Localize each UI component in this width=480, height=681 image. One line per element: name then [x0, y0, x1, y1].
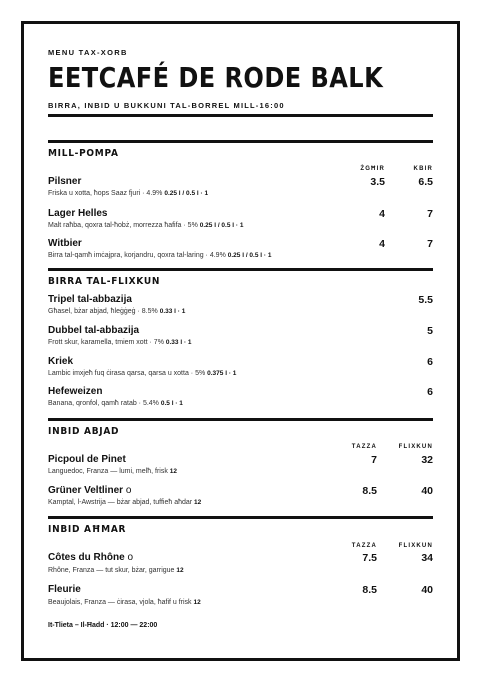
menu-card	[21, 21, 460, 661]
col-head-small: ŻGĦIR	[360, 166, 385, 172]
price-small: 4	[379, 208, 385, 220]
col-head-glass: TAZZA	[351, 444, 377, 450]
col-head-bottle: FLIXKUN	[398, 543, 433, 549]
section-title-bottle: BIRRA TAL-FLIXKUN	[48, 276, 161, 287]
item-name: Kriek	[48, 356, 74, 367]
item-description: Banana, qronfol, qamħ ratab · 5.4% 0.5 l · 1	[48, 400, 183, 407]
price-bottle: 40	[421, 584, 433, 596]
mark-symbol: o	[125, 485, 132, 496]
item-name: Fleurie	[48, 584, 81, 595]
price: 5	[427, 325, 433, 337]
price-glass: 7.5	[362, 552, 377, 564]
price-large: 7	[427, 208, 433, 220]
price-large: 6.5	[418, 176, 433, 188]
menu-kicker: MENU TAX-XORB	[48, 48, 128, 57]
menu-content	[48, 24, 433, 658]
item-name: Hefeweizen	[48, 386, 103, 397]
section-title-red: INBID AĦMAR	[48, 524, 127, 535]
col-head-glass: TAZZA	[351, 543, 377, 549]
price-glass: 8.5	[362, 485, 377, 497]
price: 5.5	[418, 294, 433, 306]
item-description: Frott skur, karamella, tmiem xott · 7% 0.33 l · 1	[48, 339, 192, 346]
item-name: Picpoul de Pinet	[48, 454, 126, 465]
price-bottle: 40	[421, 485, 433, 497]
header-rule	[48, 114, 433, 117]
section-title-tap: MILL-POMPA	[48, 148, 119, 159]
item-description: Languedoc, Franza — lumi, melħ, frisk 12	[48, 468, 178, 475]
menu-subtitle: BIRRA, INBID U BUKKUNI TAL-BORREL MILL-16:00	[48, 101, 285, 110]
item-name: Lager Helles	[48, 208, 108, 219]
item-description: Friska u xotta, ħops Saaz fjuri · 4.9% 0.25 l / 0.5 l · 1	[48, 190, 209, 197]
price-bottle: 32	[421, 454, 433, 466]
item-name: Côtes du Rhône o	[48, 552, 134, 563]
item-description: Lambic imxjeħ fuq ċirasa qarsa, qarsa u xotta · 5% 0.375 l · 1	[48, 370, 237, 377]
item-description: Kamptal, l-Awstrija — bżar abjad, tuffieħ aħdar 12	[48, 499, 202, 506]
price: 6	[427, 386, 433, 398]
col-head-large: KBIR	[413, 166, 433, 172]
price-small: 4	[379, 238, 385, 250]
opening-hours: It-Tlieta – Il-Ħadd · 12:00 — 22:00	[48, 622, 158, 629]
item-name: Pilsner	[48, 176, 82, 187]
item-description: Rhône, Franza — tut skur, bżar, garrigue 12	[48, 567, 184, 574]
item-description: Beaujolais, Franza — ċirasa, vjola, ħafif u frisk 12	[48, 599, 201, 606]
price-bottle: 34	[421, 552, 433, 564]
section-rule-bottle	[48, 268, 433, 271]
section-rule-red	[48, 516, 433, 519]
section-title-white: INBID ABJAD	[48, 426, 120, 437]
mark-symbol: o	[127, 552, 134, 563]
item-name: Tripel tal-abbazija	[48, 294, 132, 305]
col-head-bottle: FLIXKUN	[398, 444, 433, 450]
section-rule-white	[48, 418, 433, 421]
item-name: Dubbel tal-abbazija	[48, 325, 140, 336]
price-glass: 7	[371, 454, 377, 466]
item-description: Malt raħba, qoxra tal-ħobż, morrezza ħafifa · 5% 0.25 l / 0.5 l · 1	[48, 222, 244, 229]
price-glass: 8.5	[362, 584, 377, 596]
price: 6	[427, 356, 433, 368]
item-description: Birra tal-qamħ imċajpra, korjandru, qoxra tal-laring · 4.9% 0.25 l / 0.5 l · 1	[48, 252, 272, 259]
item-name: Grüner Veltliner o	[48, 485, 132, 496]
section-rule-tap	[48, 140, 433, 143]
item-name: Witbier	[48, 238, 82, 249]
price-small: 3.5	[370, 176, 385, 188]
price-large: 7	[427, 238, 433, 250]
item-description: Għasel, bżar abjad, ħleġġeġ · 8.5% 0.33 l · 1	[48, 308, 186, 315]
menu-title: EETCAFÉ DE RODE BALK	[48, 61, 384, 94]
